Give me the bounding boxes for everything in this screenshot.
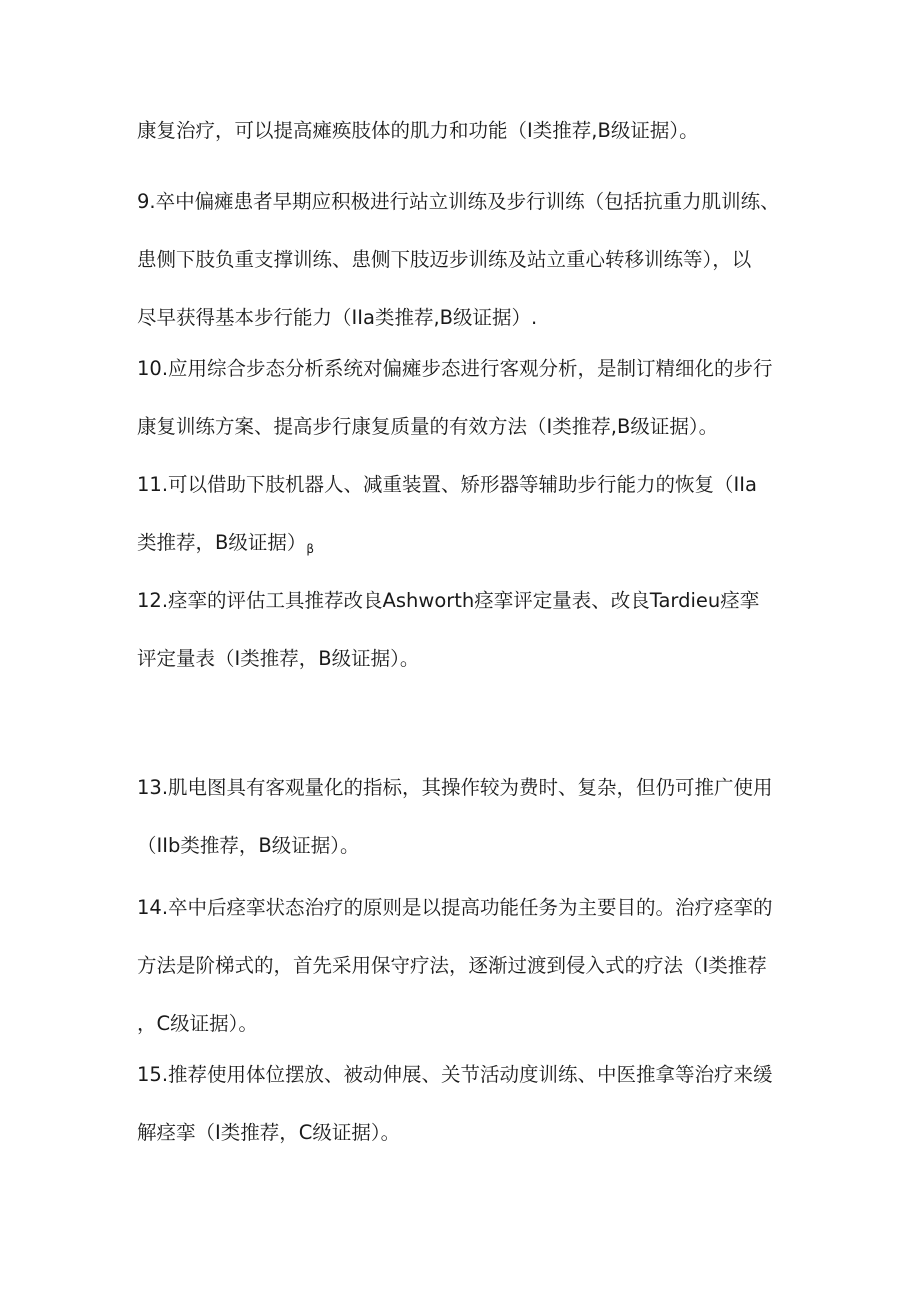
paragraph-line: 方法是阶梯式的，首先采用保守疗法，逐渐过渡到侵入式的疗法（I类推荐 bbox=[137, 954, 767, 977]
paragraph-12 bbox=[137, 572, 797, 688]
paragraph-line: 解痉挛（I类推荐，C级证据）。 bbox=[137, 1121, 401, 1144]
paragraph-line: ，C级证据）。 bbox=[137, 1012, 258, 1035]
paragraph-line: 15.推荐使用体位摆放、被动伸展、关节活动度训练、中医推拿等治疗来缓 bbox=[137, 1063, 773, 1086]
paragraph-15 bbox=[137, 1046, 797, 1162]
paragraph-line: 9.卒中偏瘫患者早期应积极进行站立训练及步行训练（包括抗重力肌训练、 bbox=[137, 190, 780, 213]
paragraph-line: 11.可以借助下肢机器人、减重装置、矫形器等辅助步行能力的恢复（IIa bbox=[137, 473, 757, 496]
paragraph-line: 10.应用综合步态分析系统对偏瘫步态进行客观分析，是制订精细化的步行 bbox=[137, 357, 773, 380]
paragraph-11 bbox=[137, 456, 797, 572]
trailing-mark: β bbox=[306, 542, 315, 556]
paragraph-10 bbox=[137, 340, 797, 456]
paragraph-line: 12.痉挛的评估工具推荐改良Ashworth痉挛评定量表、改良Tardieu痉挛 bbox=[137, 589, 760, 612]
paragraph-line: 患侧下肢负重支撑训练、患侧下肢迈步训练及站立重心转移训练等），以 bbox=[137, 248, 752, 271]
paragraph-line bbox=[137, 514, 797, 572]
paragraph-8-continuation bbox=[137, 102, 797, 160]
paragraph-13 bbox=[137, 759, 797, 875]
paragraph-line: 康复治疗，可以提高瘫痪肢体的肌力和功能（I类推荐,B级证据）。 bbox=[137, 119, 699, 142]
paragraph-line: 评定量表（I类推荐，B级证据）。 bbox=[137, 647, 420, 670]
paragraph-line: 康复训练方案、提高步行康复质量的有效方法（I类推荐,B级证据）。 bbox=[137, 415, 719, 438]
paragraph-line: （IIb类推荐，B级证据）。 bbox=[137, 834, 360, 857]
paragraph-line: 尽早获得基本步行能力（IIa类推荐,B级证据）. bbox=[137, 306, 538, 329]
paragraph-14 bbox=[137, 879, 797, 1053]
paragraph-line: 14.卒中后痉挛状态治疗的原则是以提高功能任务为主要目的。治疗痉挛的 bbox=[137, 896, 773, 919]
paragraph-line: 13.肌电图具有客观量化的指标，其操作较为费时、复杂，但仍可推广使用 bbox=[137, 776, 773, 799]
paragraph-9 bbox=[137, 173, 797, 347]
paragraph-line-text: 类推荐，B级证据） bbox=[137, 531, 307, 554]
